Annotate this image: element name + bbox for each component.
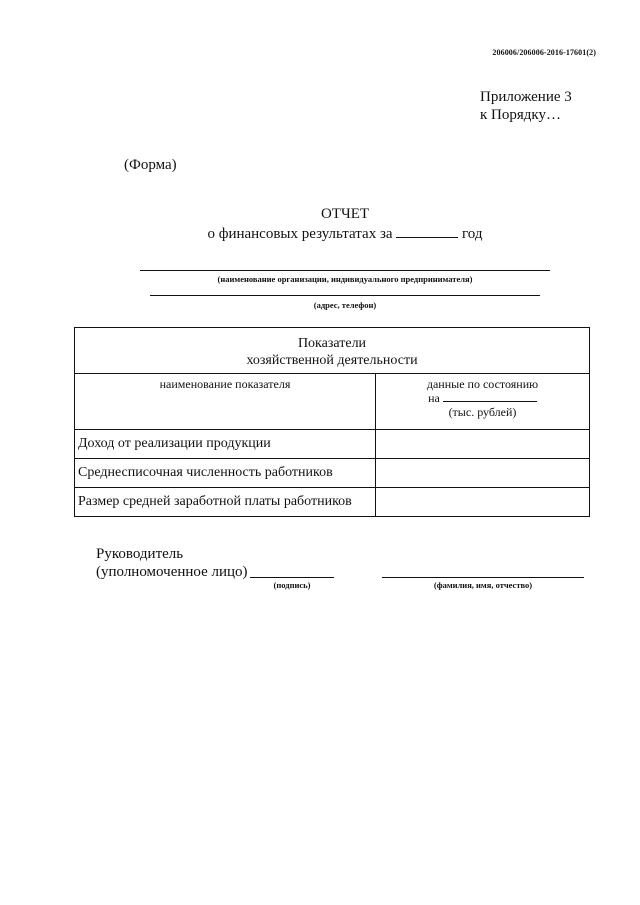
report-title (0, 204, 640, 244)
year-blank (396, 225, 458, 238)
form-label: (Форма) (124, 157, 177, 173)
column-data-unit: (тыс. рублей) (448, 405, 517, 419)
row-label: Среднесписочная численность работников (75, 459, 376, 488)
signature-role-note: (уполномоченное лицо) (96, 564, 248, 580)
column-data-line2 (379, 391, 586, 405)
annex-reference: к Порядку… (480, 107, 561, 123)
report-title-suffix: год (462, 226, 483, 242)
signature-block (96, 545, 248, 581)
column-data-na: на (428, 391, 440, 405)
table-header (75, 328, 590, 374)
document-id: 206006/206006-2016-17601(2) (492, 48, 596, 57)
annex-number: Приложение 3 (480, 89, 572, 105)
report-title-prefix: о финансовых результатах за (207, 226, 393, 242)
signature-role: Руководитель (96, 546, 184, 562)
row-value-cell (376, 459, 590, 488)
report-title-sub (0, 224, 640, 244)
column-indicator-name-label: наименование показателя (159, 377, 291, 391)
date-blank (443, 392, 537, 402)
indicators-table (74, 327, 590, 517)
table-row (75, 430, 590, 459)
address-line (150, 295, 540, 296)
address-caption: (адрес, телефон) (313, 300, 377, 310)
row-label: Доход от реализации продукции (75, 430, 376, 459)
table-header-line1: Показатели (297, 336, 367, 351)
row-label: Размер средней заработной платы работников (75, 488, 376, 517)
full-name-caption: (фамилия, имя, отчество) (433, 580, 533, 590)
row-value-cell (376, 488, 590, 517)
table-header-line2: хозяйственной деятельности (246, 353, 418, 368)
row-value-cell (376, 430, 590, 459)
full-name-line (382, 577, 584, 578)
org-name-line (140, 270, 550, 271)
annex-block (480, 88, 572, 124)
table-row (75, 488, 590, 517)
report-title-main: ОТЧЕТ (320, 206, 370, 222)
signature-caption: (подпись) (273, 580, 311, 590)
org-name-caption: (наименование организации, индивидуального предпринимателя) (217, 274, 473, 284)
column-indicator-name (75, 374, 376, 430)
column-data-as-of (376, 374, 590, 430)
column-data-line1: данные по состоянию (426, 377, 539, 391)
signature-line (250, 577, 334, 578)
table-row (75, 459, 590, 488)
